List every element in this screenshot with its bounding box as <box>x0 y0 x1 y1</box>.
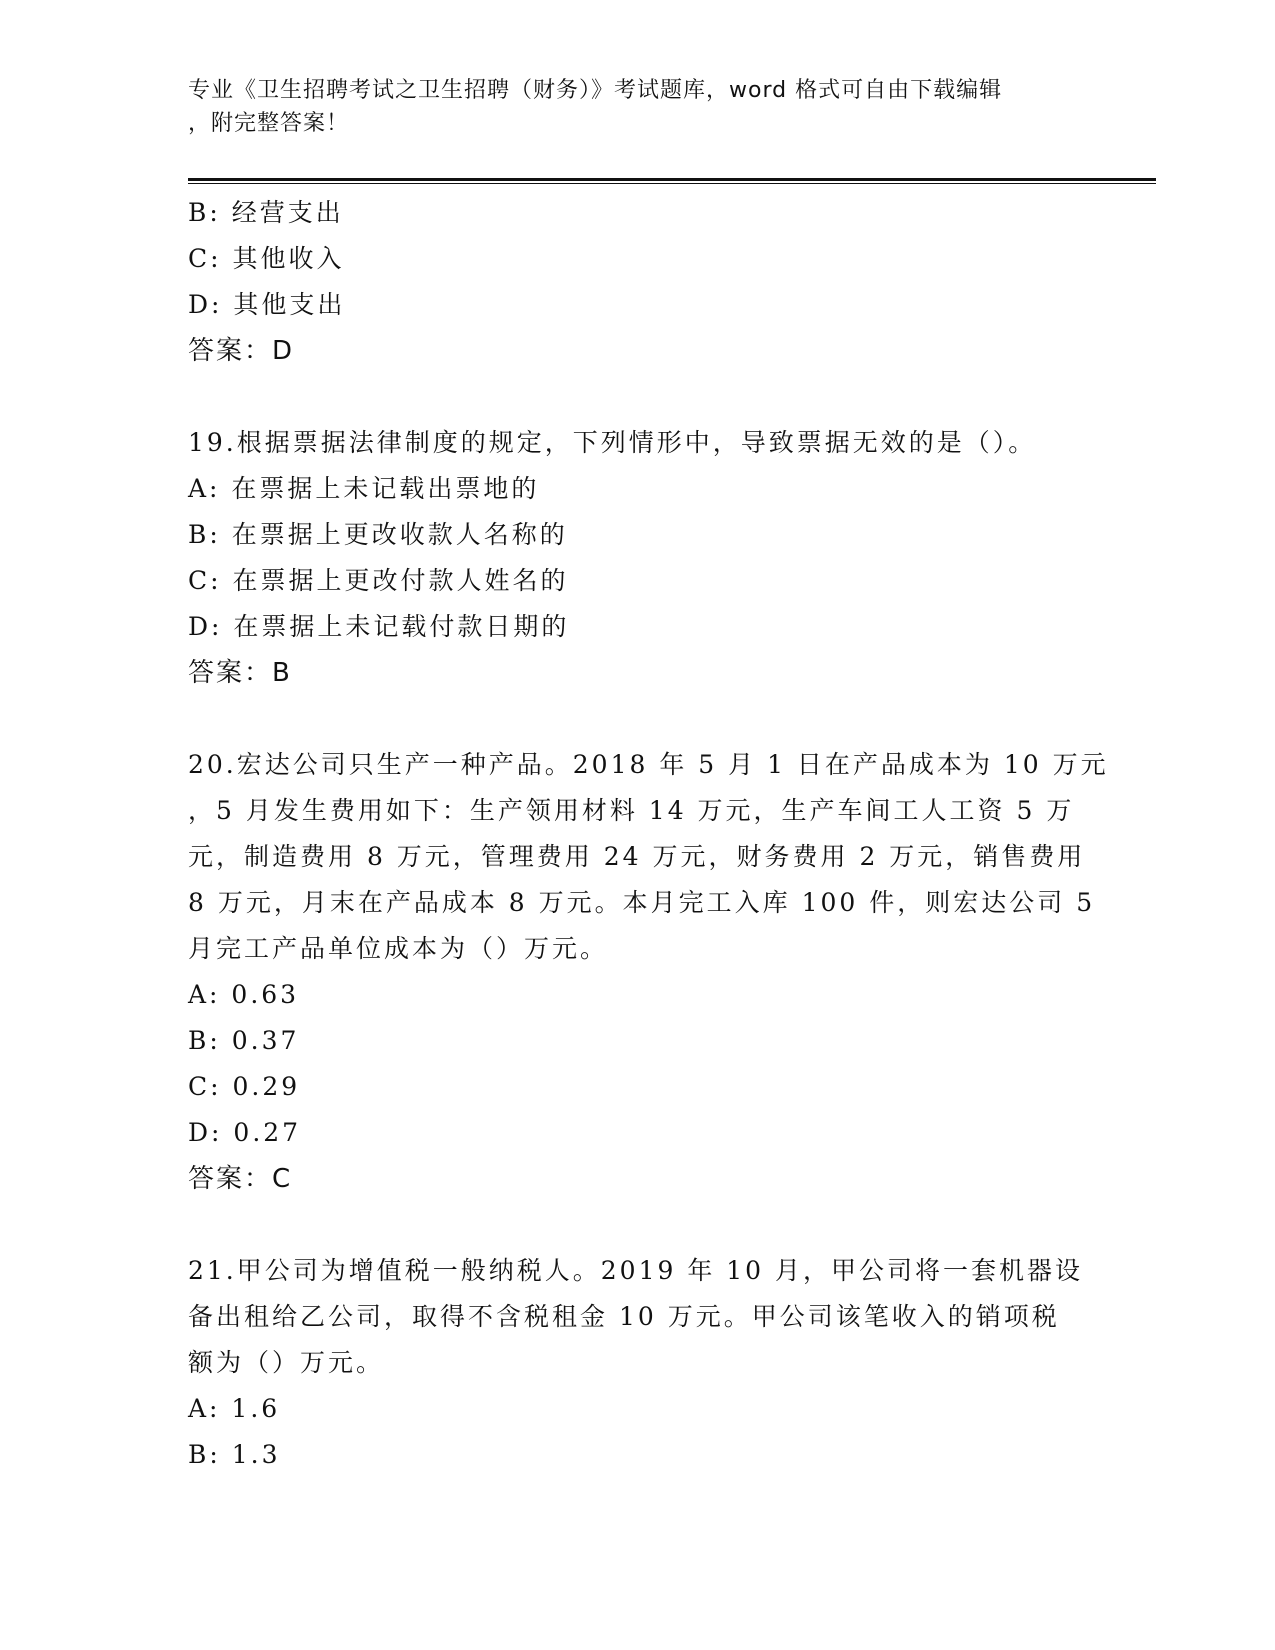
option-a: A: 1.6 <box>188 1394 281 1423</box>
question-stem-line: ，5 月发生费用如下：生产领用材料 14 万元，生产车间工人工资 5 万 <box>188 796 1075 825</box>
question-stem-line: 月完工产品单位成本为（）万元。 <box>188 934 609 963</box>
header-line-2: ，附完整答案！ <box>188 111 350 136</box>
option-d: D: 在票据上未记载付款日期的 <box>188 612 570 641</box>
option-c: C: 其他收入 <box>188 244 345 273</box>
header-line-1: 专业《卫生招聘考试之卫生招聘（财务）》考试题库，word 格式可自由下载编辑 <box>188 78 1003 103</box>
question-stem-line: 21.甲公司为增值税一般纳税人。2019 年 10 月，甲公司将一套机器设 <box>188 1256 1084 1285</box>
option-b: B: 0.37 <box>188 1026 300 1055</box>
answer-line: 答案：D <box>188 336 295 366</box>
question-20 <box>188 742 1109 1202</box>
option-d: D: 其他支出 <box>188 290 346 319</box>
header-rule-thin <box>188 183 1156 184</box>
question-19 <box>188 420 1088 696</box>
question-stem-line: 备出租给乙公司，取得不含税租金 10 万元。甲公司该笔收入的销项税 <box>188 1302 1060 1331</box>
option-c: C: 在票据上更改付款人姓名的 <box>188 566 569 595</box>
question-18-continued <box>188 190 1088 374</box>
question-stem-line: 20.宏达公司只生产一种产品。2018 年 5 月 1 日在产品成本为 10 万元 <box>188 750 1109 779</box>
spacer <box>188 696 1088 742</box>
answer-line: 答案：C <box>188 1164 293 1194</box>
document-header <box>188 74 1068 140</box>
spacer <box>188 1202 1088 1248</box>
question-content <box>188 190 1109 1478</box>
option-a: A: 在票据上未记载出票地的 <box>188 474 540 503</box>
answer-line: 答案：B <box>188 658 292 688</box>
header-rule-thick <box>188 178 1156 181</box>
question-stem: 19.根据票据法律制度的规定，下列情形中，导致票据无效的是（）。 <box>188 428 1037 457</box>
option-a: A: 0.63 <box>188 980 300 1009</box>
spacer <box>188 374 1088 420</box>
option-b: B: 经营支出 <box>188 198 344 227</box>
question-stem-line: 额为（）万元。 <box>188 1348 385 1377</box>
question-stem-line: 8 万元，月末在产品成本 8 万元。本月完工入库 100 件，则宏达公司 5 <box>188 888 1096 917</box>
question-21 <box>188 1248 1088 1478</box>
option-c: C: 0.29 <box>188 1072 301 1101</box>
option-d: D: 0.27 <box>188 1118 302 1147</box>
option-b: B: 在票据上更改收款人名称的 <box>188 520 568 549</box>
question-stem-line: 元，制造费用 8 万元，管理费用 24 万元，财务费用 2 万元，销售费用 <box>188 842 1086 871</box>
option-b: B: 1.3 <box>188 1440 281 1469</box>
